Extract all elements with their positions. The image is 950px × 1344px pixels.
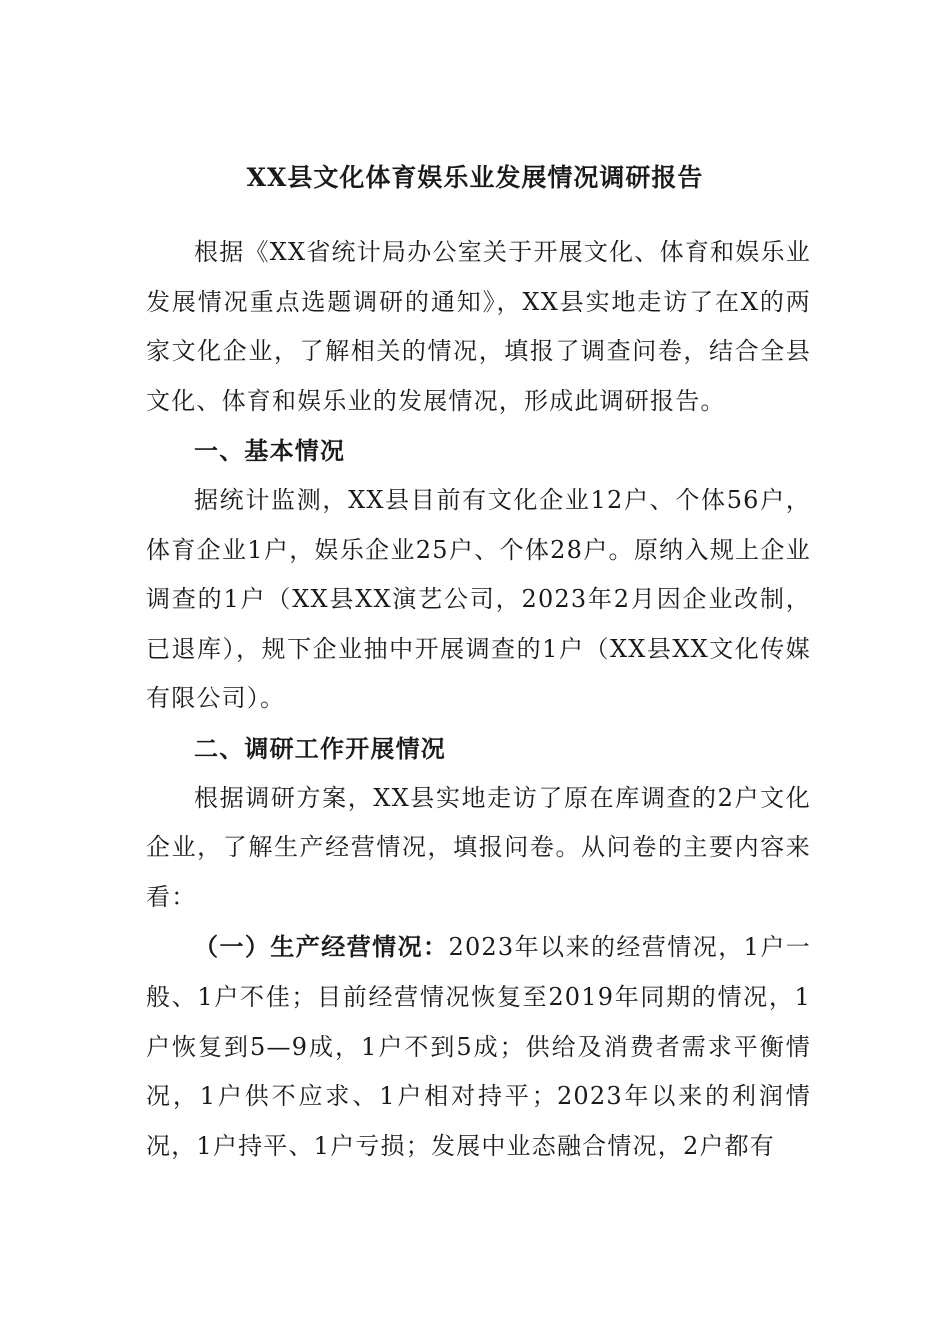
document-body bbox=[146, 228, 811, 1171]
document-title: XX县文化体育娱乐业发展情况调研报告 bbox=[246, 163, 704, 192]
section-paragraph-research: 根据调研方案，XX县实地走访了原在库调查的2户文化企业，了解生产经营情况，填报问卷。从问卷的主要内容来看： bbox=[146, 783, 811, 911]
section-paragraph-basic: 据统计监测，XX县目前有文化企业12户、个体56户，体育企业1户，娱乐企业25户、个体28户。原纳入规上企业调查的1户（XX县XX演艺公司，2023年2月因企业改制，已退库），规下企业抽中开展调查的1户（XX县XX文化传媒有限公司）。 bbox=[146, 485, 811, 713]
section-heading-basic: 一、基本情况 bbox=[194, 436, 346, 466]
subsection-lead-operations: （一）生产经营情况： bbox=[194, 932, 449, 962]
section-heading-research: 二、调研工作开展情况 bbox=[194, 733, 446, 763]
subsection-text-operations: 2023年以来的经营情况，1户一般、1户不佳；目前经营情况恢复至2019年同期的情况，1户恢复到5—9成，1户不到5成；供给及消费者需求平衡情况，1户供不应求、1户相对持平；2023年以来的利润情况，1户持平、1户亏损；发展中业态融合情况，2户都有 bbox=[146, 933, 812, 1160]
subsection-paragraph-operations bbox=[146, 922, 811, 1171]
intro-paragraph: 根据《XX省统计局办公室关于开展文化、体育和娱乐业发展情况重点选题调研的通知》，XX县实地走访了在X的两家文化企业，了解相关的情况，填报了调查问卷，结合全县文化、体育和娱乐业的发展情况，形成此调研报告。 bbox=[146, 238, 811, 415]
